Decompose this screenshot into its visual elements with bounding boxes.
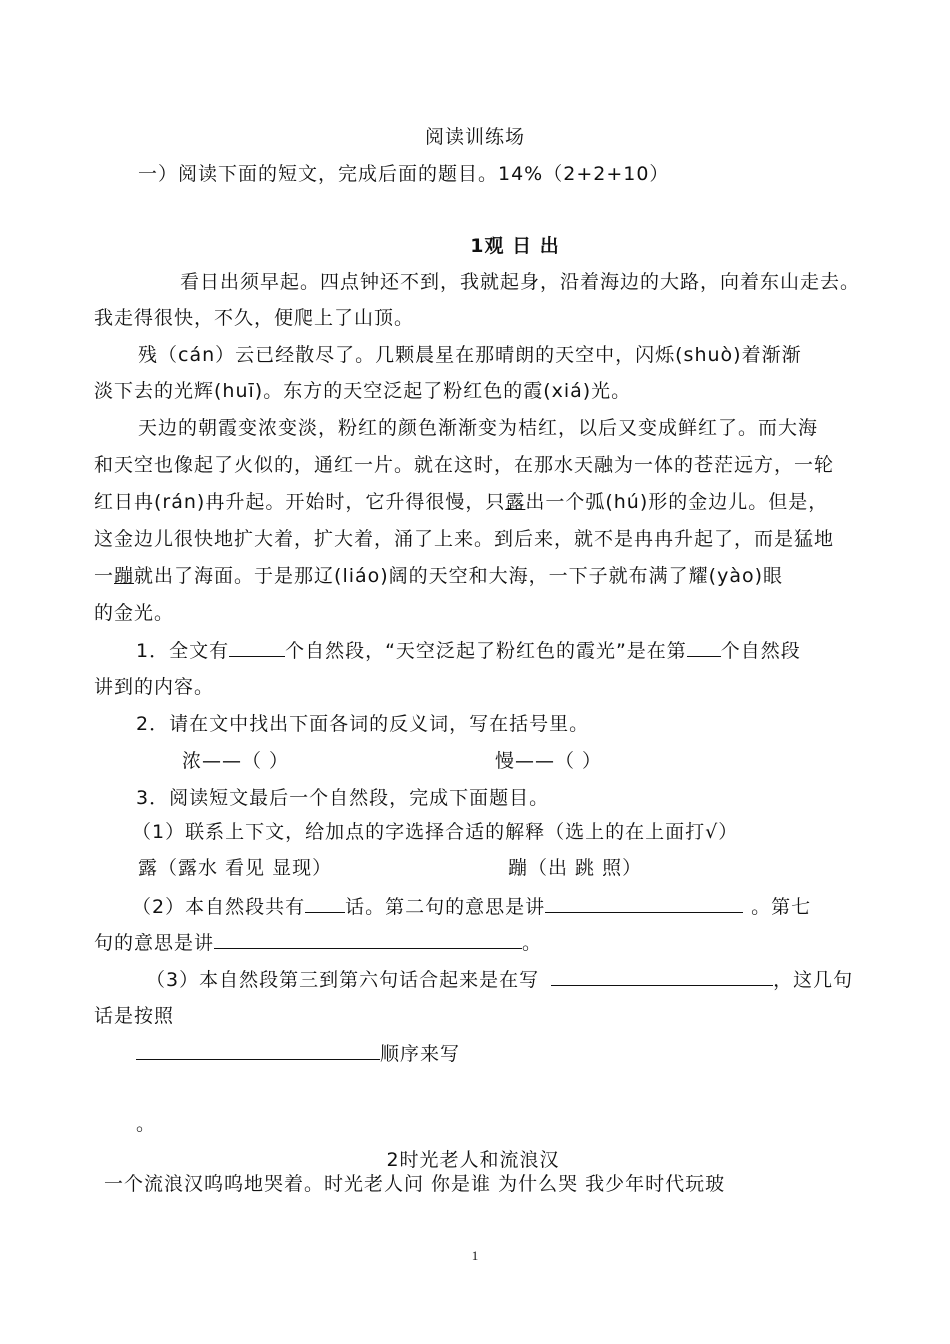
passage-text: 出一个弧(hú)形的金边儿。但是， [525, 491, 829, 513]
passage-line: 一个流浪汉呜呜地哭着。时光老人问 你是谁 为什么哭 我少年时代玩玻 [104, 1173, 726, 1195]
question-1 [136, 638, 801, 663]
question-text: 。 [522, 932, 543, 954]
question-3: 3．阅读短文最后一个自然段，完成下面题目。 [136, 787, 550, 809]
passage-2-title: 2时光老人和流浪汉 [386, 1149, 560, 1171]
answer-blank[interactable] [214, 930, 522, 949]
question-2: 2．请在文中找出下面各词的反义词，写在括号里。 [136, 713, 590, 735]
question-3-1: （1）联系上下文，给加点的字选择合适的解释（选上的在上面打√） [132, 821, 739, 843]
passage-line [94, 490, 828, 514]
question-3-2-cont [94, 930, 542, 955]
passage-text: 红日冉(rán)冉升起。开始时，它升得很慢，只 [94, 491, 506, 513]
passage-line [94, 564, 783, 588]
question-text: 个自然段 [720, 640, 801, 662]
question-3-3 [146, 967, 853, 992]
passage-title: 1观 日 出 [470, 235, 560, 257]
passage-line: 的金光。 [94, 602, 175, 624]
antonym-item[interactable]: 浓——（ ） [182, 750, 290, 772]
question-text: 话。第二句的意思是讲 [345, 896, 546, 918]
answer-blank[interactable] [545, 894, 743, 913]
answer-blank[interactable] [305, 894, 345, 913]
answer-blank[interactable] [229, 638, 285, 657]
passage-line: 看日出须早起。四点钟还不到，我就起身，沿着海边的大路，向着东山走去。 [180, 271, 861, 293]
marked-char-lu: 露 [505, 491, 526, 513]
antonym-item[interactable]: 慢——（ ） [495, 750, 603, 772]
passage-line: 残（cán）云已经散尽了。几颗晨星在那晴朗的天空中，闪烁(shuò)着渐渐 [138, 344, 802, 366]
question-1-cont: 讲到的内容。 [94, 676, 215, 698]
passage-line: 天边的朝霞变浓变淡，粉红的颜色渐渐变为桔红，以后又变成鲜红了。而大海 [138, 417, 819, 439]
question-text: （2）本自然段共有 [132, 896, 306, 918]
question-text: 。第七 [751, 896, 812, 918]
answer-blank[interactable] [551, 967, 773, 986]
passage-line: 我走得很快，不久，便爬上了山顶。 [94, 307, 415, 329]
choice-group[interactable]: 蹦（出 跳 照） [508, 857, 643, 879]
question-text: 个自然段，“天空泛起了粉红色的霞光”是在第 [285, 640, 687, 662]
question-text: ，这几句 [773, 969, 854, 991]
marked-char-beng: 蹦 [114, 565, 135, 587]
answer-blank[interactable] [687, 638, 721, 657]
section-instruction: 一）阅读下面的短文，完成后面的题目。14%（2+2+10） [138, 163, 670, 185]
choice-group[interactable]: 露（露水 看见 显现） [138, 857, 333, 879]
page-title: 阅读训练场 [424, 126, 525, 148]
question-text: 句的意思是讲 [94, 932, 215, 954]
page-number: 1 [471, 1248, 479, 1263]
question-text: 顺序来写 [380, 1043, 461, 1065]
passage-line: 这金边儿很快地扩大着，扩大着，涌了上来。到后来，就不是冉冉升起了，而是猛地 [94, 528, 835, 550]
answer-blank[interactable] [136, 1041, 380, 1060]
question-text: 1．全文有 [136, 640, 230, 662]
question-3-3-cont: 话是按照 [94, 1005, 175, 1027]
stray-period: 。 [136, 1113, 157, 1135]
question-text: （3）本自然段第三到第六句话合起来是在写 [146, 969, 540, 991]
passage-line: 和天空也像起了火似的，通红一片。就在这时，在那水天融为一体的苍茫远方，一轮 [94, 454, 835, 476]
passage-text: 一 [94, 565, 115, 587]
question-3-3-end [136, 1041, 460, 1066]
question-3-2 [132, 894, 811, 919]
passage-text: 就出了海面。于是那辽(liáo)阔的天空和大海，一下子就布满了耀(yào)眼 [134, 565, 784, 587]
passage-line: 淡下去的光辉(huī)。东方的天空泛起了粉红色的霞(xiá)光。 [94, 380, 632, 402]
